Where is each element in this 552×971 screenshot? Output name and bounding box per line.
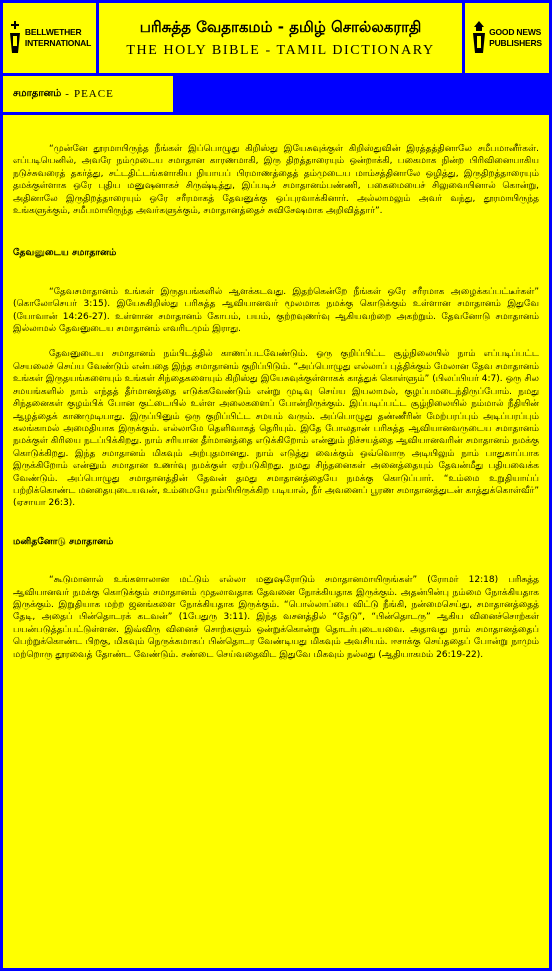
right-logo-line1: GOOD NEWS (489, 27, 542, 37)
page-header (99, 3, 462, 73)
entry-english: PEACE (73, 88, 114, 100)
bellwether-logo[interactable] (3, 3, 96, 73)
entry-separator: - (65, 88, 70, 100)
bellwether-logo-icon (8, 21, 22, 55)
entry-tamil: சமாதானம் (13, 88, 62, 99)
section1-paragraph1: “தேவசமாதானம் உங்கள் இருதயங்களில் ஆளக்கடவது. இதற்கென்றே நீங்கள் ஒரே சரீரமாக அழைக்கப்பட்டீர்கள்” (கொலோசெயர் 3:15). இயேசுகிறிஸ்து பரிசுத்த ஆவியானவர் மூலமாக நமக்கு கொடுக்கும் உள்ளான சமாதானம் இதுவே (யோவான் 14:26-27). உள்ளான சமாதானம் கோபம், பயம், குற்றவுணர்வு ஆகியவற்றை அகற்றும். தேவனோடு சமாதானம் இல்லாமல் தேவனுடைய சமாதானம் எவரிடமும் இராது. (13, 286, 539, 335)
entry-heading (3, 76, 173, 112)
good-news-logo-icon (472, 21, 486, 55)
left-logo-line1: BELLWETHER (24, 27, 82, 37)
right-logo-line2: PUBLISHERS (489, 38, 542, 48)
section-title-gods-peace: தேவனுடைய சமாதானம் (13, 247, 117, 259)
intro-paragraph: “முன்னே தூரமாயிருந்த நீங்கள் இப்பொழுது கிறிஸ்து இயேசுவுக்குள் கிறிஸ்துவின் இரத்தத்தினாலே சமீபமானீர்கள். எப்படியெனில், அவரே நம்முடைய சமாதான காரணமாகி, இரு திறத்தாரையும் ஒன்றாக்கி, பகைமாக நின்ற பிரிவினையாகிய நடுச்சுவரைத் தகர்த்து, சட்டதிட்டங்களாகிய நியாயப் பிரமாணத்தைத் தம்முடைய மாம்சத்தினாலே ஒழித்து, இருதிறத்தாரையும் தமக்குள்ளாக ஒரே புதிய மனுஷனாகச் சிருஷ்டித்து, இப்படிச் சமாதானம்பண்ணி, பகைமையைச் சிலுவையினால் கொன்று, அதினாலே இருதிறத்தாரையும் ஒரே சரீரமாகத் தேவனுக்கு ஒப்புரவாக்கினார். அல்லாமலும் அவர் வந்து, தூரமாயிருந்த உங்களுக்கும், சமீபமாயிருந்த அவர்களுக்கும், சமாதானத்தைச் சுவிசேஷமாக அறிவித்தார்”. (13, 144, 539, 217)
section-title-peace-with-man: மனிதனோடு சமாதானம் (13, 535, 114, 547)
section2-paragraph1: “கூடுமானால் உங்களாலான மட்டும் எல்லா மனுஷரோடும் சமாதானமாயிருங்கள்” (ரோமர் 12:18) பரிசுத்த ஆவியானவர் நமக்கு கொடுக்கும் சமாதானம் முதலாவதாக தேவனை நோக்கியதாக இருக்கும். அதன்பின்பு நம்மை நோக்கியதாக இருக்கும். இறுதியாக மற்ற ஜனங்களை நோக்கியதாக இருக்கும். “பொல்லாப்பை விட்டு நீங்கி, நன்மைசெய்து, சமாதானத்தைத் தேடி, அதைப் பின்தொடரக் கடவன்” (1பேதுரு 3:11). இந்த வசனத்தில் “தேடு”, “பின்தொடரு” ஆகிய வினைச்சொற்கள் பயன்படுத்தப்பட்டுள்ளன. இவ்விரு வினைச் சொற்களும் ஒன்றுக்கொன்று தொடர்புடையவை. அதாவது நாம் சமாதானத்தைப் பெற்றுக்கொண்ட பிறகு, மிகவும் நெருக்கமாகப் பின்தொடர வேண்டியது மிகவும் அவசியம். ஈசாக்கு செய்ததைப் போன்று நாமும் மற்றொரு தூரவைத் தோண்ட வேண்டும். சண்டை செய்வதைவிட இதுவே மிகவும் நல்லது (ஆதியாகமம் 26:19-22). (13, 575, 539, 660)
section1-paragraph2: தேவனுடைய சமாதானம் நம்பிடத்தில் காணப்படவேண்டும். ஒரு குறிப்பிட்ட சூழ்நிலையில் நாம் எப்படிப்பட்ட செயலைச் செய்ய வேண்டும் என்பதை இந்த சமாதானம் குறிப்பிடும். “அப்பொழுது எல்லாப் புத்திக்கும் மேலான தேவ சமாதானம் உங்கள் இருதயங்களையும் உங்கள் சிந்தைகளையும் கிறிஸ்து இயேசுவுக்குள்ளாகக் காத்துக் கொள்ளும்” (பிலப்பியர் 4:7). ஒரு சில சமயங்களில் நாம் எந்தத் தீர்மானத்தை எடுக்கவேண்டும் என்று முடிவு செய்ய இயலாமல், குழப்பமடைந்திருப்போம். நமது சிந்தனைகள் குழம்பிக் போன குட்டையில் உள்ள அலைகளைப் போன்றிருக்கும். இப்படிப்பட்ட சூழ்நிலையில் நம்மால் நீதியின் ஆழத்தைக் காணமுடியாது. இருப்பினும் ஒரு குறிப்பிட்ட சமயம் வரும். அப்பொழுது தண்ணீரின் மேற்பரப்பும் அடிப்பரப்பும் கலங்காமல் அமைதியாக இருக்கும். எல்லாமே தெளிவாகத் தெரியும். இதே போலதான் பரிசுத்த ஆவியானவருடைய சமாதானம் நமக்குள் கிரியை நடப்பிக்கிறது. நாம் சரியான தீர்மானத்தை எடுக்கிறோம் என்னும் நிச்சயத்தை ஆவியானவரின் சமாதானம் நமக்கு கொடுக்கிறது. இந்த சமாதானம் மிகவும் அற்புதமானது. நாம் எடுத்து வைக்கும் ஒவ்வொரு அடியிலும் நாம் பாதுகாப்பாக இருக்கிறோம் என்னும் சமாதான உணர்வு நமக்குள் ஏற்படுகிறது. நமது சிந்தனைகள் அனைத்தையும் தேவன்மீது பதியவைக்க வேண்டும். அப்பொழுது சமாதானத்தின் தேவன் தமது சமாதானத்தையே நமக்கு கொடுப்பார். “உம்மை உறுதியாய்ப் பற்றிக்கொண்ட மனதையுடையவன், உம்மையே நம்பியிருக்கிற படியால், நீர் அவனைப் பூரண சமாதானத்துடன் காத்துக்கொள்வீர்” (ஏசாயா 26:3). (13, 349, 539, 509)
entry-content (3, 115, 549, 968)
good-news-logo[interactable] (465, 3, 549, 73)
left-logo-line2: INTERNATIONAL (24, 38, 92, 48)
title-english: THE HOLY BIBLE - TAMIL DICTIONARY (126, 42, 435, 58)
title-tamil: பரிசுத்த வேதாகமம் - தமிழ் சொல்லகராதி (139, 17, 422, 36)
